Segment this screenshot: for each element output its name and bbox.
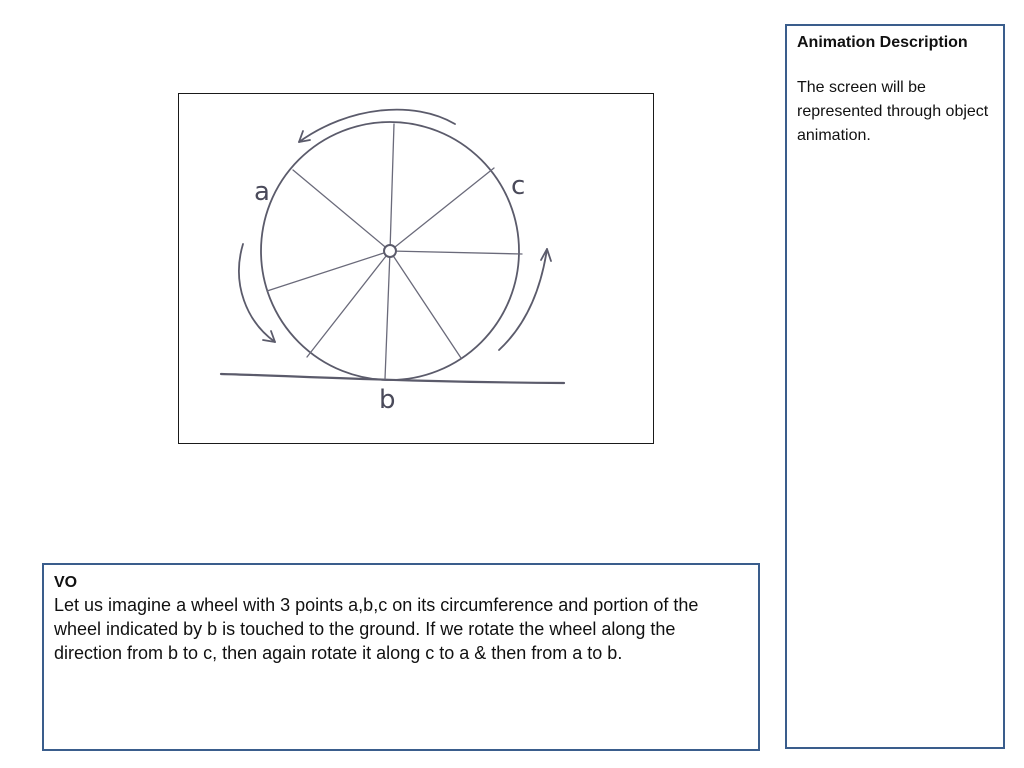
animation-description-body: The screen will be represented through object animation. [797, 79, 989, 144]
arrow-c-to-a [299, 110, 455, 142]
wheel-sketch-drawing [179, 94, 653, 443]
wheel-sketch-image [178, 93, 654, 444]
vo-title: VO [54, 574, 78, 591]
point-label-b: b [379, 385, 396, 415]
point-label-c: c [511, 171, 526, 201]
point-label-a: a [254, 177, 270, 207]
arrow-b-to-c [499, 249, 547, 350]
animation-description-title: Animation Description [797, 34, 968, 51]
vo-body: Let us imagine a wheel with 3 points a,b,c on its circumference and portion of the wheel indicated by b is touched to the ground. If we rotate the wheel along the direction from b to c, then again rotate it along c to a & then from a to b. [54, 595, 699, 663]
wheel-hub [384, 245, 396, 257]
ground-line [221, 374, 564, 383]
animation-description-panel [785, 24, 1005, 749]
arrow-a-to-b [239, 244, 275, 342]
vo-panel [42, 563, 760, 751]
